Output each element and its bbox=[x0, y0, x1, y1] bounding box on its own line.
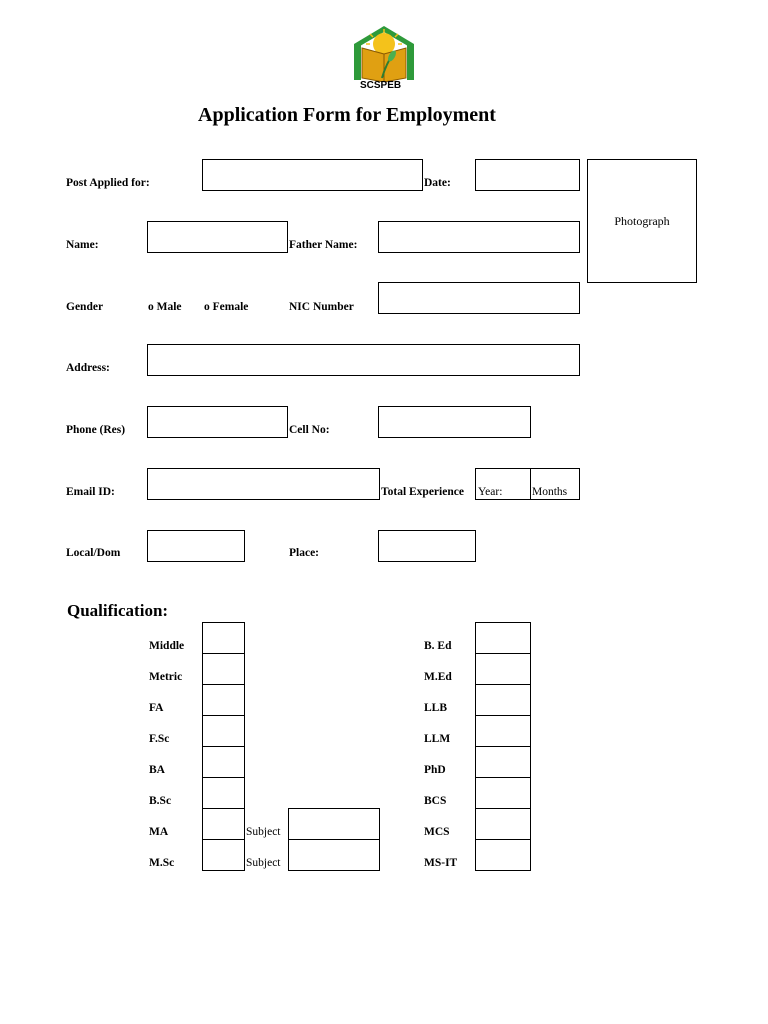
qual-label-llb: LLB bbox=[424, 702, 448, 714]
qual-label-bed: B. Ed bbox=[424, 640, 452, 652]
subject-label-msc: Subject bbox=[246, 857, 281, 869]
qualification-heading: Qualification: bbox=[67, 601, 169, 620]
father-name-input[interactable] bbox=[378, 221, 580, 253]
qual-box-llm[interactable] bbox=[475, 715, 531, 747]
qual-label-fsc: F.Sc bbox=[149, 733, 170, 745]
father-name-label: Father Name: bbox=[289, 239, 358, 251]
logo-text: SCSPEB bbox=[360, 80, 402, 91]
subject-label-ma: Subject bbox=[246, 826, 281, 838]
name-input[interactable] bbox=[147, 221, 288, 253]
qual-box-bed[interactable] bbox=[475, 622, 531, 654]
qual-box-msc[interactable] bbox=[202, 839, 245, 871]
nic-label: NIC Number bbox=[289, 301, 354, 313]
gender-male-option[interactable]: o Male bbox=[148, 301, 182, 313]
gender-label: Gender bbox=[66, 301, 104, 313]
qual-label-metric: Metric bbox=[149, 671, 183, 683]
phone-res-label: Phone (Res) bbox=[66, 424, 126, 436]
date-label: Date: bbox=[424, 177, 451, 189]
page-title: Application Form for Employment bbox=[198, 104, 496, 126]
qual-box-fsc[interactable] bbox=[202, 715, 245, 747]
qual-label-mcs: MCS bbox=[424, 826, 450, 838]
subject-input-msc[interactable] bbox=[288, 839, 380, 871]
qual-box-llb[interactable] bbox=[475, 684, 531, 716]
qual-label-bcs: BCS bbox=[424, 795, 447, 807]
months-label: Months bbox=[532, 486, 568, 498]
gender-female-option[interactable]: o Female bbox=[204, 301, 249, 313]
qual-box-ba[interactable] bbox=[202, 746, 245, 778]
year-label: Year: bbox=[478, 486, 503, 498]
qual-label-msc: M.Sc bbox=[149, 857, 175, 869]
qual-box-bsc[interactable] bbox=[202, 777, 245, 809]
phone-res-input[interactable] bbox=[147, 406, 288, 438]
qual-label-bsc: B.Sc bbox=[149, 795, 172, 807]
cell-no-input[interactable] bbox=[378, 406, 531, 438]
qual-label-fa: FA bbox=[149, 702, 164, 714]
email-label: Email ID: bbox=[66, 486, 115, 498]
post-applied-label: Post Applied for: bbox=[66, 177, 150, 189]
experience-months-input[interactable] bbox=[530, 468, 580, 500]
local-dom-input[interactable] bbox=[147, 530, 245, 562]
subject-input-ma[interactable] bbox=[288, 808, 380, 840]
logo-emblem-icon bbox=[348, 24, 420, 82]
qual-label-med: M.Ed bbox=[424, 671, 452, 683]
cell-no-label: Cell No: bbox=[289, 424, 330, 436]
qual-box-fa[interactable] bbox=[202, 684, 245, 716]
qual-label-ba: BA bbox=[149, 764, 165, 776]
total-experience-label: Total Experience bbox=[381, 486, 464, 498]
qual-box-phd[interactable] bbox=[475, 746, 531, 778]
photograph-label: Photograph bbox=[614, 214, 670, 228]
qual-label-middle: Middle bbox=[149, 640, 185, 652]
email-input[interactable] bbox=[147, 468, 380, 500]
local-dom-label: Local/Dom bbox=[66, 547, 121, 559]
address-input[interactable] bbox=[147, 344, 580, 376]
qual-label-llm: LLM bbox=[424, 733, 451, 745]
qual-box-bcs[interactable] bbox=[475, 777, 531, 809]
qual-box-mcs[interactable] bbox=[475, 808, 531, 840]
qual-box-metric[interactable] bbox=[202, 653, 245, 685]
qual-box-ma[interactable] bbox=[202, 808, 245, 840]
experience-year-input[interactable] bbox=[475, 468, 531, 500]
qual-label-phd: PhD bbox=[424, 764, 446, 776]
place-input[interactable] bbox=[378, 530, 476, 562]
photograph-box[interactable] bbox=[587, 159, 697, 283]
qual-label-ma: MA bbox=[149, 826, 169, 838]
qual-box-msit[interactable] bbox=[475, 839, 531, 871]
post-applied-input[interactable] bbox=[202, 159, 423, 191]
scspeb-logo bbox=[348, 24, 420, 94]
name-label: Name: bbox=[66, 239, 99, 251]
qual-label-msit: MS-IT bbox=[424, 857, 458, 869]
date-input[interactable] bbox=[475, 159, 580, 191]
place-label: Place: bbox=[289, 547, 320, 559]
address-label: Address: bbox=[66, 362, 110, 374]
qual-box-middle[interactable] bbox=[202, 622, 245, 654]
nic-input[interactable] bbox=[378, 282, 580, 314]
qual-box-med[interactable] bbox=[475, 653, 531, 685]
